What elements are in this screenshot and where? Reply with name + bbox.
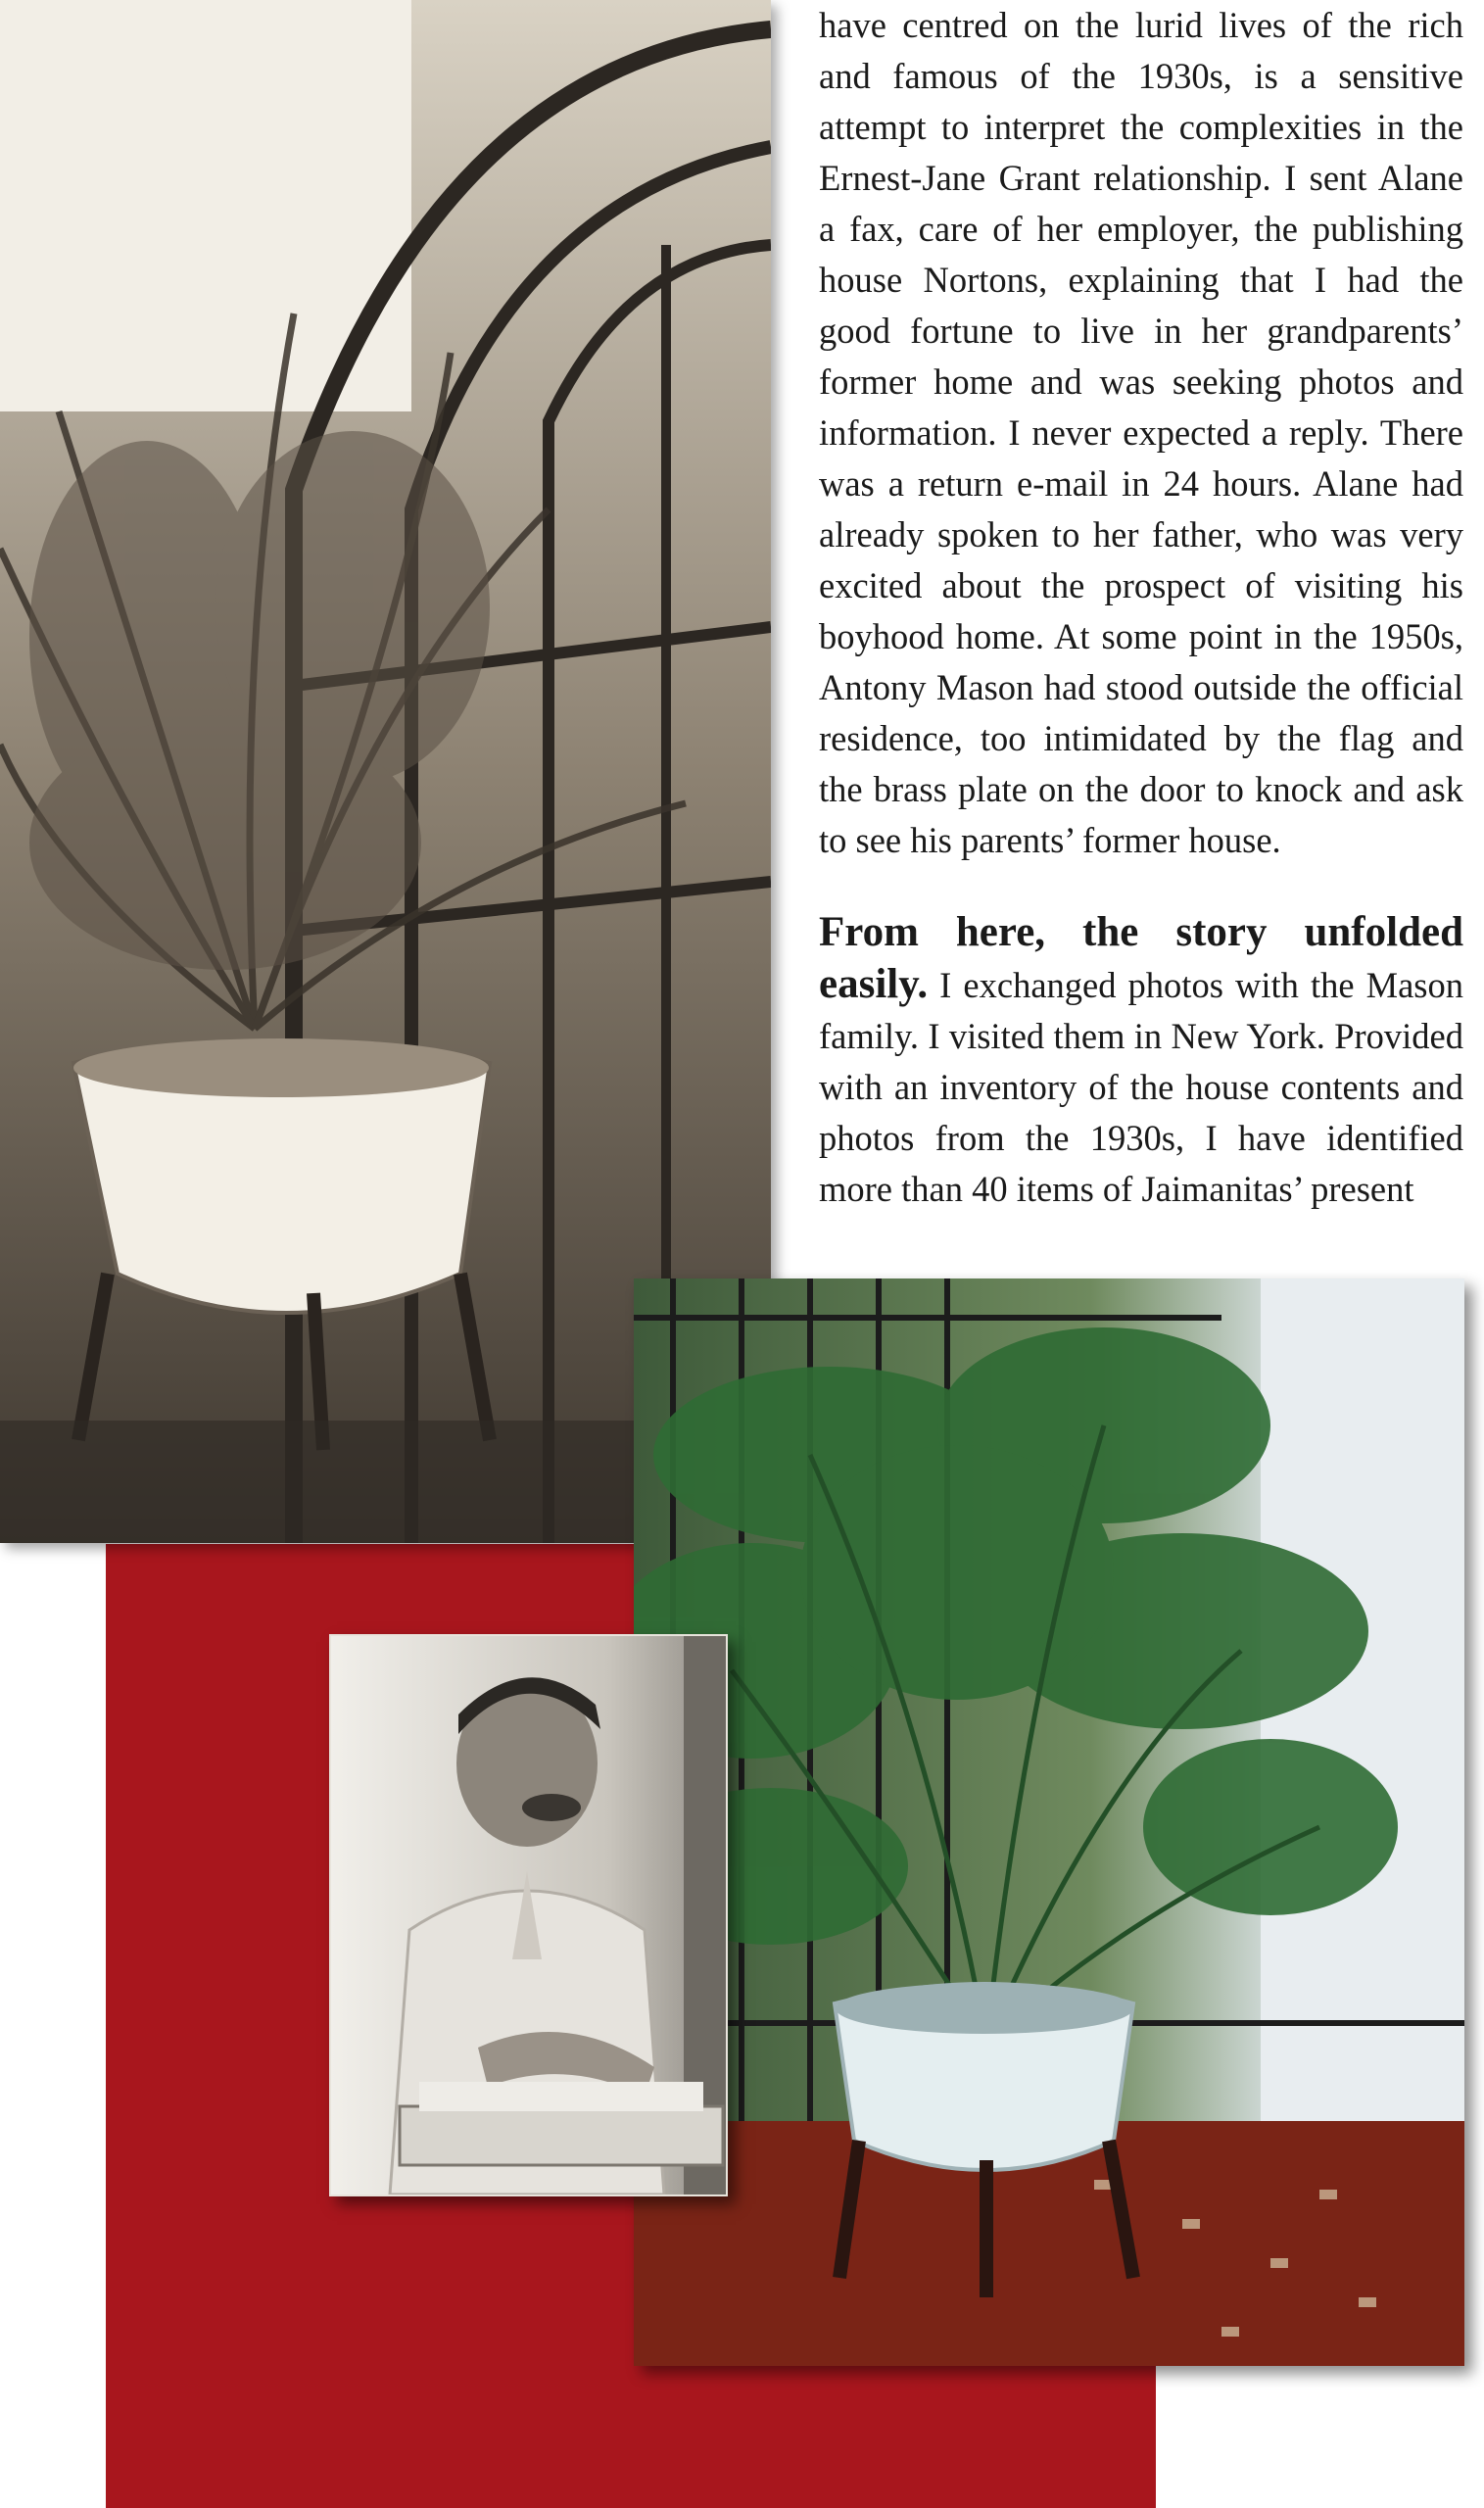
paragraph-body: I exchanged photos with the Mason family. I visited them in New York. Provided with an inventory of the house contents and photos from the 1930s, I have identified more than 40 items of Jaimanitas’ present — [819, 965, 1463, 1209]
paragraph-lead: From here, the story unfolded easily. — [819, 909, 1463, 1007]
color-palm-photo — [634, 1278, 1464, 2366]
article-text-column — [819, 0, 1463, 1215]
article-paragraph: have centred on the lurid lives of the rich and famous of the 1930s, is a sensitive attempt to interpret the complexities in the Ernest-Jane Grant relationship. I sent Alane a fax, care of her employer, the publishing house Nortons, explaining that I had the good fortune to live in her grandparents’ former home and was seeking photos and information. I never expected a reply. There was a return e-mail in 24 hours. Alane had already spoken to her father, who was very excited about the prospect of visiting his boyhood home. At some point in the 1950s, Antony Mason had stood outside the official residence, too intimidated by the flag and the brass plate on the door to knock and ask to see his parents’ former house. — [819, 5, 1463, 860]
bw-portrait-photo — [329, 1634, 728, 2196]
article-paragraph — [819, 907, 1463, 1215]
